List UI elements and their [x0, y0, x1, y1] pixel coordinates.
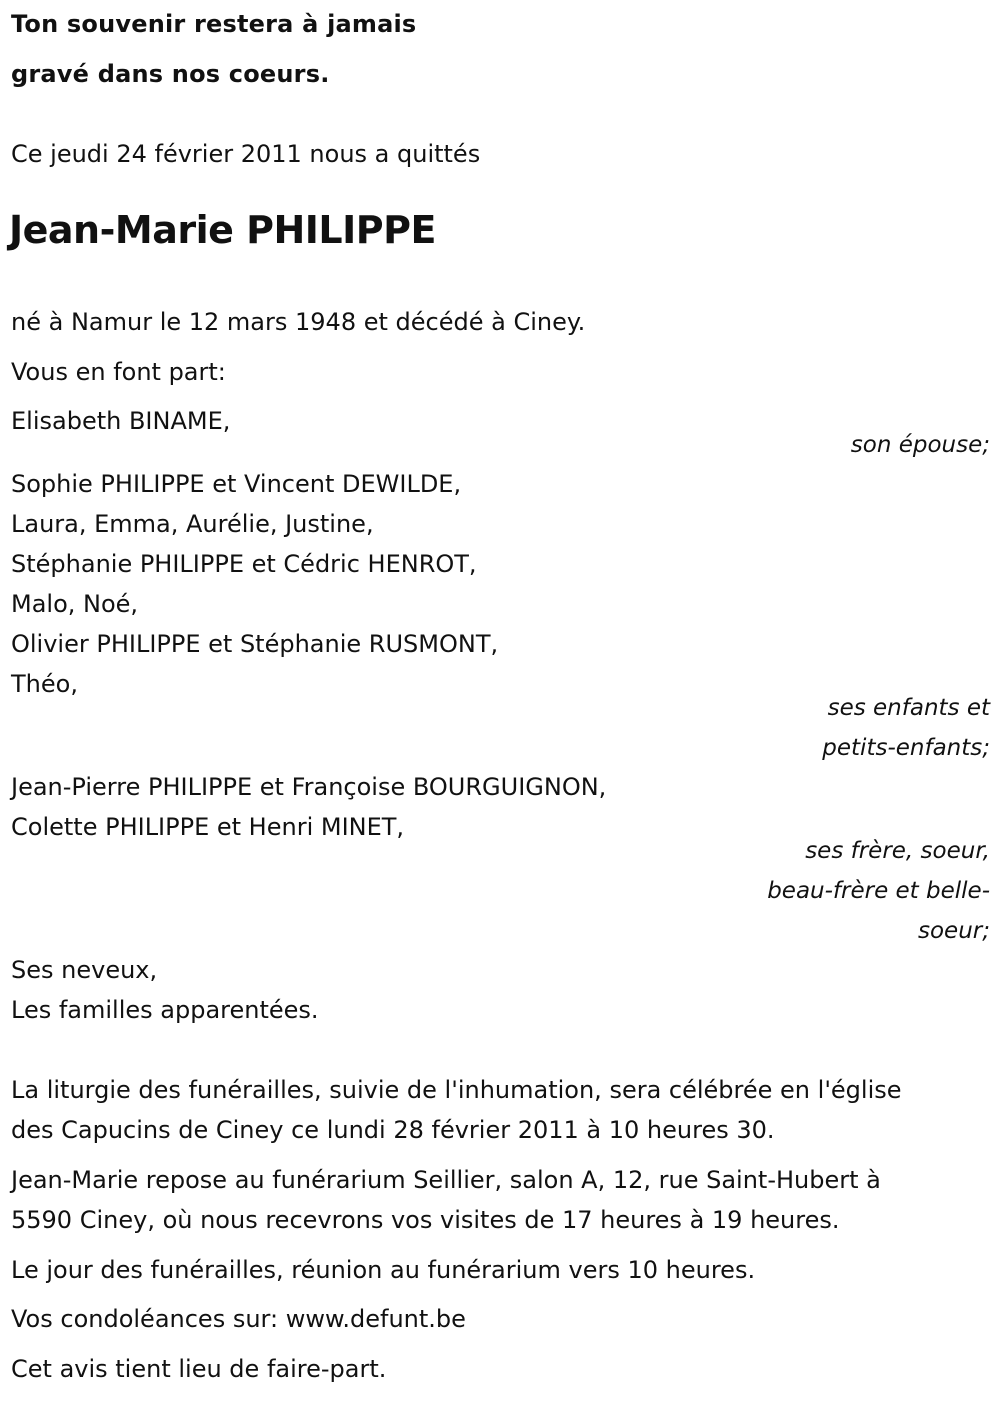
birth-death-text: né à Namur le 12 mars 1948 et décédé à Ciney. [11, 308, 586, 336]
announce-text: Vous en font part: [11, 358, 226, 386]
notice-text: Cet avis tient lieu de faire-part. [11, 1355, 387, 1383]
rest-paragraph [11, 1160, 881, 1240]
list-item: Laura, Emma, Aurélie, Justine, [11, 510, 374, 538]
siblings-list [11, 767, 606, 847]
list-item: Théo, [11, 670, 78, 698]
siblings-relation [767, 831, 990, 951]
list-item: Sophie PHILIPPE et Vincent DEWILDE, [11, 470, 462, 498]
relation-line: ses enfants et [827, 695, 990, 721]
list-item: Ses neveux, [11, 956, 158, 984]
children-list [11, 464, 498, 704]
others-list [11, 950, 319, 1030]
list-item: Jean-Pierre PHILIPPE et Françoise BOURGUIGNON, [11, 773, 607, 801]
list-item: Les familles apparentées. [11, 996, 319, 1024]
paragraph-line: La liturgie des funérailles, suivie de l'inhumation, sera célébrée en l'église [11, 1076, 902, 1104]
list-item: Colette PHILIPPE et Henri MINET, [11, 813, 405, 841]
paragraph-line: Jean-Marie repose au funérarium Seillier, salon A, 12, rue Saint-Hubert à [11, 1166, 881, 1194]
paragraph-line: des Capucins de Ciney ce lundi 28 février 2011 à 10 heures 30. [11, 1116, 775, 1144]
relation-line: beau-frère et belle- [767, 878, 990, 904]
children-relation [822, 688, 990, 768]
spouse-relation: son épouse; [850, 432, 990, 458]
condolences-text: Vos condoléances sur: www.defunt.be [11, 1305, 466, 1333]
intro-text: Ce jeudi 24 février 2011 nous a quittés [11, 140, 481, 168]
relation-line: soeur; [918, 918, 990, 944]
meeting-text: Le jour des funérailles, réunion au funérarium vers 10 heures. [11, 1256, 756, 1284]
relation-line: petits-enfants; [822, 735, 990, 761]
list-item: Stéphanie PHILIPPE et Cédric HENROT, [11, 550, 477, 578]
liturgy-paragraph [11, 1070, 902, 1150]
paragraph-line: 5590 Ciney, où nous recevrons vos visites de 17 heures à 19 heures. [11, 1206, 840, 1234]
deceased-name: Jean-Marie PHILIPPE [9, 208, 436, 252]
list-item: Olivier PHILIPPE et Stéphanie RUSMONT, [11, 630, 499, 658]
quote-line-1: Ton souvenir restera à jamais [11, 10, 417, 38]
spouse-name: Elisabeth BINAME, [11, 407, 231, 435]
list-item: Malo, Noé, [11, 590, 139, 618]
quote-line-2: gravé dans nos coeurs. [11, 60, 330, 88]
relation-line: ses frère, soeur, [805, 838, 990, 864]
